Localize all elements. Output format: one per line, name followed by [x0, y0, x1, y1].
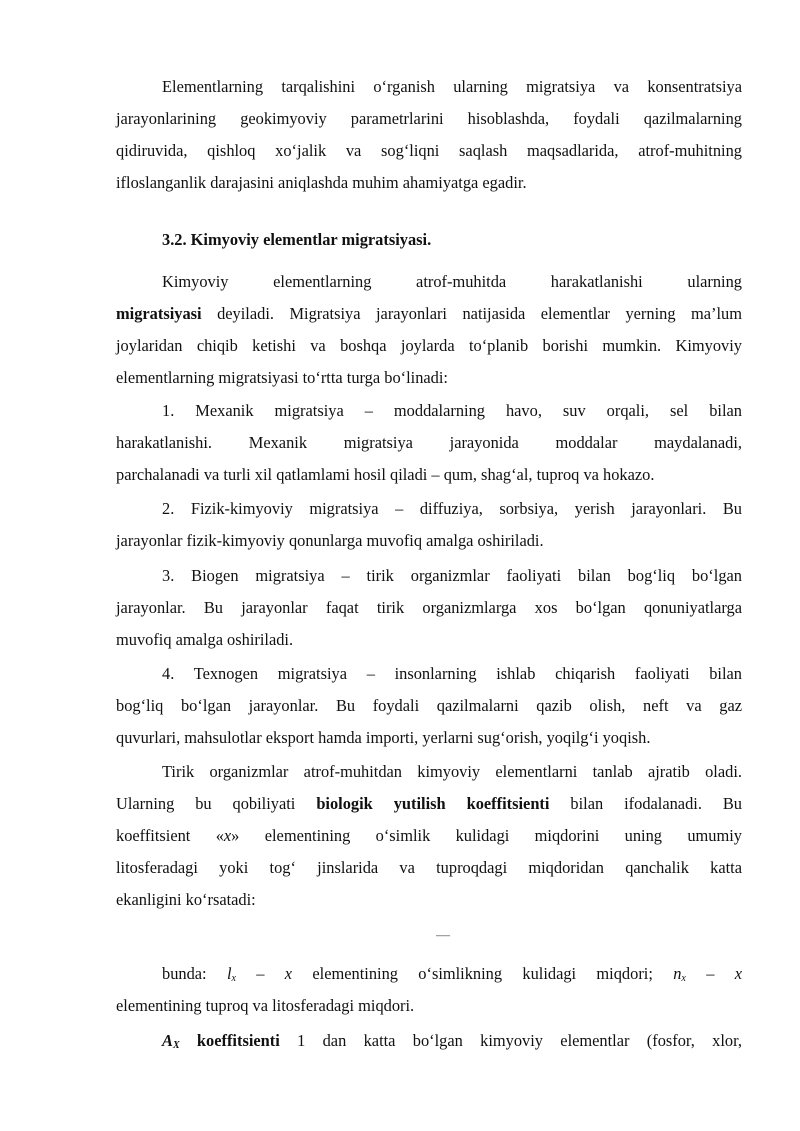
list-item-line: harakatlanishi. Mexanik migratsiya jarayonida moddalar maydalanadi,	[116, 433, 742, 452]
paragraph-line: Kimyoviy elementlarning atrof-muhitda harakatlanishi ularning	[162, 272, 742, 291]
list-item-line: jarayonlar fizik-kimyoviy qonunlarga muvofiq amalga oshiriladi.	[116, 531, 544, 550]
paragraph-line: litosferadagi yoki tog‘ jinslarida va tuproqdagi miqdoridan qanchalik katta	[116, 858, 742, 877]
list-item-line: 2. Fizik-kimyoviy migratsiya – diffuziya, sorbsiya, yerish jarayonlari. Bu	[162, 499, 742, 518]
paragraph-line: Ularning bu qobiliyati biologik yutilish koeffitsienti bilan ifodalanadi. Bu	[116, 794, 742, 813]
paragraph-line: ekanligini ko‘rsatadi:	[116, 890, 256, 909]
list-item-line: quvurlari, mahsulotlar eksport hamda importi, yerlarni sug‘orish, yoqilg‘i yoqish.	[116, 728, 651, 747]
list-item-line: bog‘liq bo‘lgan jarayonlar. Bu foydali qazilmalarni qazib olish, neft va gaz	[116, 696, 742, 715]
paragraph-line: bunda: $l_x$ – x elementining o‘simlikning kulidagi miqdori; $n_x$ – x	[162, 964, 742, 984]
paragraph-line: joylaridan chiqib ketishi va boshqa joylarda to‘planib borishi mumkin. Kimyoviy	[116, 336, 742, 355]
paragraph-line: qidiruvida, qishloq xo‘jalik va sog‘liqni saqlash maqsadlarida, atrof-muhitning	[116, 141, 742, 160]
paragraph-line: ifloslanganlik darajasini aniqlashda muhim ahamiyatga egadir.	[116, 173, 527, 192]
formula-placeholder: —	[436, 928, 450, 943]
list-item-line: jarayonlar. Bu jarayonlar faqat tirik organizmlarga xos bo‘lgan qonuniyatlarga	[116, 598, 742, 617]
section-heading: 3.2. Kimyoviy elementlar migratsiyasi.	[162, 230, 432, 249]
paragraph-line: jarayonlarining geokimyoviy parametrlarini hisoblashda, foydali qazilmalarning	[116, 109, 742, 128]
list-item-line: parchalanadi va turli xil qatlamlami hosil qiladi – qum, shag‘al, tuproq va hokazo.	[116, 465, 655, 484]
paragraph-line: $A_X$ koeffitsienti 1 dan katta bo‘lgan kimyoviy elementlar (fosfor, xlor,	[162, 1031, 742, 1051]
bold-term: biologik yutilish koeffitsienti	[316, 794, 550, 813]
paragraph-line: elementining tuproq va litosferadagi miqdori.	[116, 996, 415, 1015]
bold-term: migratsiyasi	[116, 304, 202, 323]
paragraph-line: Elementlarning tarqalishini o‘rganish ularning migratsiya va konsentratsiya	[162, 77, 742, 96]
bold-term: koeffitsienti	[179, 1031, 280, 1050]
list-item-line: 3. Biogen migratsiya – tirik organizmlar faoliyati bilan bog‘liq bo‘lgan	[162, 566, 742, 585]
paragraph-line: koeffitsient «x» elementining o‘simlik kulidagi miqdorini uning umumiy	[116, 826, 742, 845]
list-item-line: 1. Mexanik migratsiya – moddalarning havo, suv orqali, sel bilan	[162, 401, 742, 420]
paragraph-line: elementlarning migratsiyasi to‘rtta turga bo‘linadi:	[116, 368, 448, 387]
list-item-line: 4. Texnogen migratsiya – insonlarning ishlab chiqarish faoliyati bilan	[162, 664, 742, 683]
paragraph-line: migratsiyasi deyiladi. Migratsiya jarayonlari natijasida elementlar yerning ma’lum	[116, 304, 742, 323]
list-item-line: muvofiq amalga oshiriladi.	[116, 630, 294, 649]
paragraph-line: Tirik organizmlar atrof-muhitdan kimyoviy elementlarni tanlab ajratib oladi.	[162, 762, 742, 781]
